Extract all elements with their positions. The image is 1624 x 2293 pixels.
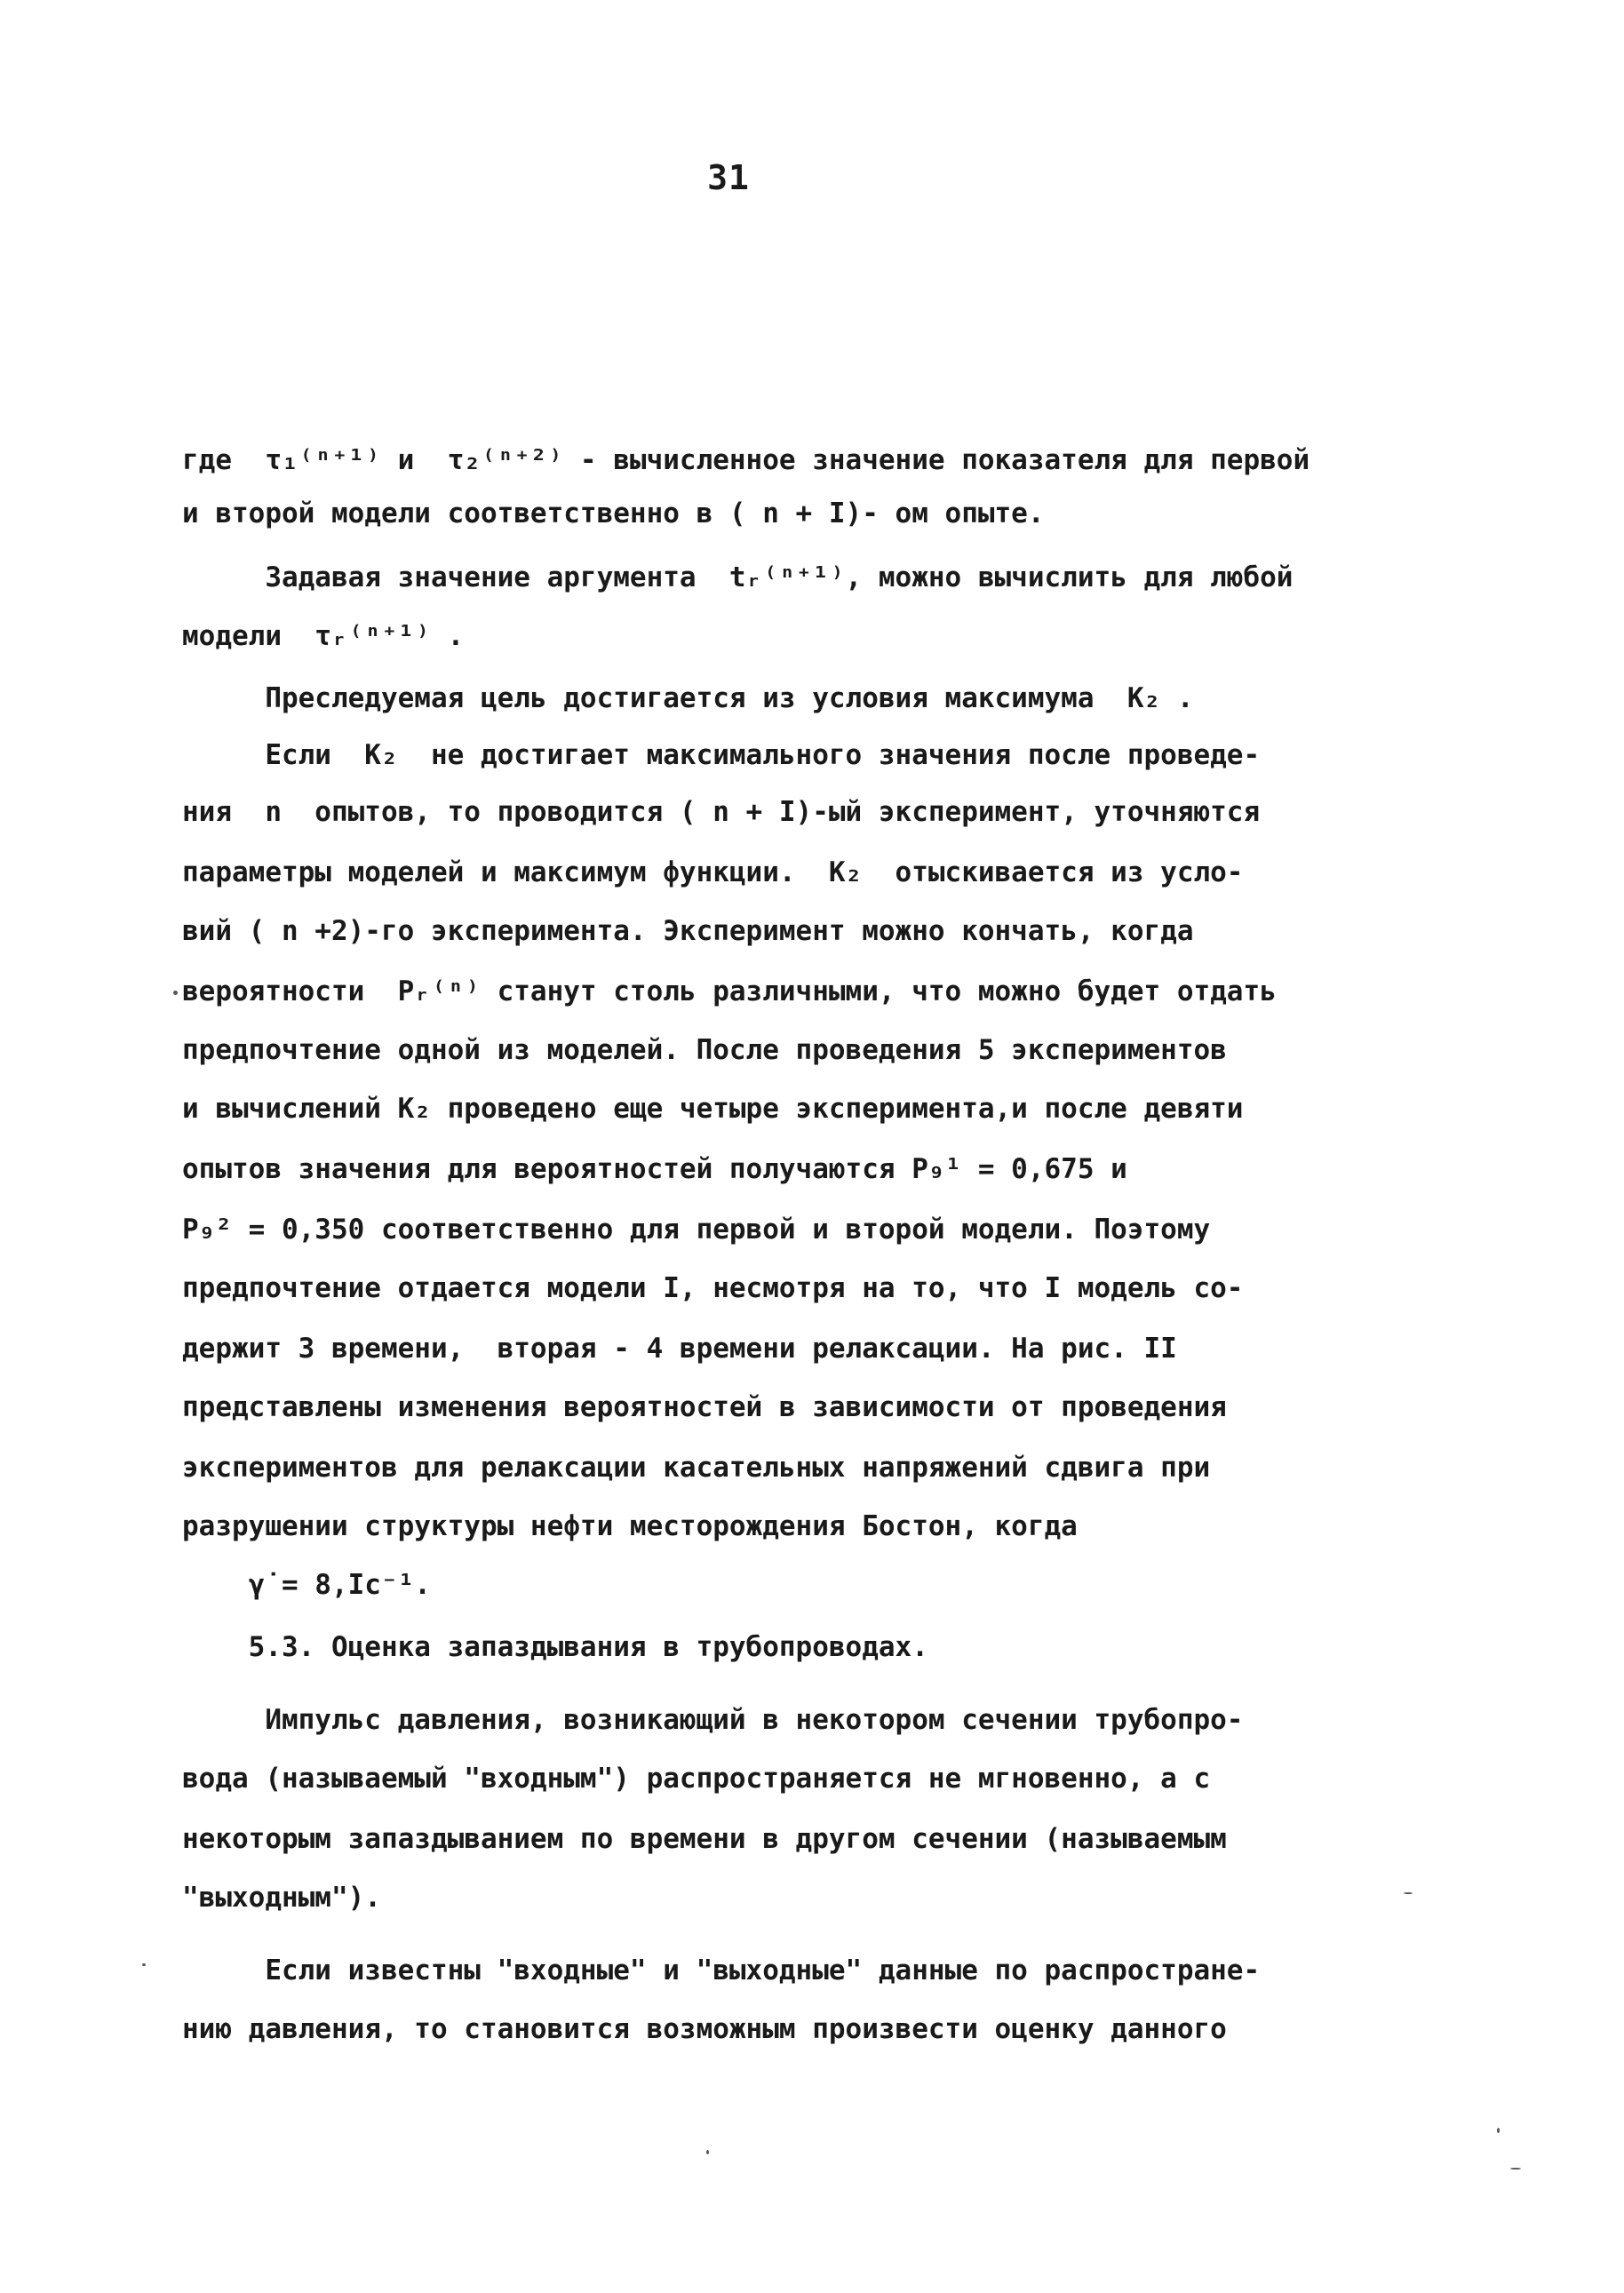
scan-speck [1497, 2128, 1500, 2133]
document-page: 31 где τ₁⁽ⁿ⁺¹⁾ и τ₂⁽ⁿ⁺²⁾ - вычисленное значение показателя для первой и второй модели соответственно в ( n + I)- ом опыте. Задавая значение аргумента tᵣ⁽ⁿ⁺¹⁾, можно вычислить для любой модели τᵣ⁽ⁿ⁺¹⁾ . Преследуемая цель достигается из условия максимума K₂ . Если K₂ не достигает максимального значения после проведе- ния n опытов, то проводится ( n + I)-ый эксперимент, уточняются параметры моделей и максимум функции. K₂ отыскивается из усло- вий ( n +2)-го эксперимента. Эксперимент можно кончать, когда вероятности Pᵣ⁽ⁿ⁾ станут столь различными, что можно будет отдать предпочтение одной из моделей. После проведения 5 экспериментов и вычислений K₂ проведено еще четыре эксперимента,и после девяти опытов значения для вероятностей получаются P₉¹ = 0,675 и P₉² = 0,350 соответственно для первой и второй модели. Поэтому предпочтение отдается модели I, несмотря на то, что I модель со- держит 3 времени, вторая - 4 времени релаксации. На рис. II представлены изменения вероятностей в зависимости от проведения экспериментов для релаксации касательных напряжений сдвига при разрушении структуры нефти месторождения Бостон, когда γ̇ = 8,Iс⁻¹. 5.3. Оценка запаздывания в трубопроводах. Импульс давления, возникающий в некотором сечении трубопро- вода (называемый "входным") распространяется не мгновенно, а с некоторым запаздыванием по времени в другом сечении (называемым "выходным"). Если известны "входные" и "выходные" данные по распростране- нию давления, то становится возможным произвести оценку данного [0, 0, 1624, 2293]
scan-speck [1404, 1892, 1413, 1894]
scan-speck [142, 1963, 146, 1966]
scan-speck [706, 2150, 709, 2154]
scan-speck [1510, 2168, 1521, 2170]
scan-speck [173, 991, 178, 995]
page-number: 31 [707, 158, 750, 197]
